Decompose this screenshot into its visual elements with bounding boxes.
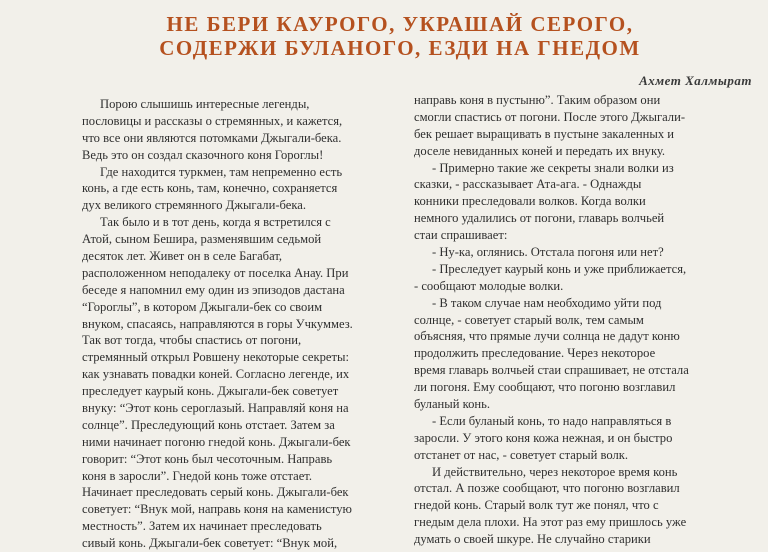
text-line: внуком, спасаясь, направляются в горы Учкуммез. [82,316,353,331]
text-line: буланый конь. [414,397,491,412]
text-line: отстанет от нас, - советует старый волк. [414,447,629,462]
text-line: коня в заросли”. Гнедой конь тоже отстает. [82,468,313,483]
text-line: гнедым дела плохи. На этот раз ему пришлось уже [414,515,687,530]
text-line: отстал. А позже сообщают, что погоню возглавил [414,481,680,496]
text-line: советует: “Внук мой, направь коня на каменистую [82,502,352,517]
text-line: внуку: “Этот конь сероглазый. Направляй коня на [82,401,349,416]
text-line: Где находится туркмен, там непременно есть [100,164,343,179]
author-name: Ахмет Халмырат [639,73,752,88]
text-line: дух великого стремянного Джыгали-бека. [82,198,307,213]
text-line: - Примерно такие же секреты знали волки из [432,160,674,175]
text-line: как узнавать повадки коней. Согласно легенде, их [82,367,350,382]
right-text-column [414,92,724,548]
text-line: пословицы и рассказы о стремянных, и кажется, [82,113,343,128]
text-line: - Если буланый конь, то надо направляться в [432,413,672,428]
text-line: смогли спастись от погони. После этого Джыгали- [414,109,686,124]
text-line: конь, а где есть конь, там, конечно, сохраняется [82,181,338,196]
text-line: солнце”. Преследующий конь отстает. Затем за [82,417,335,432]
text-line: - сообщают молодые волки. [414,278,564,293]
text-line: время главарь волчьей стаи спрашивает, не отстала [414,363,689,378]
article-title [120,12,680,60]
left-text-column [82,96,392,552]
text-line: сказки, - рассказывает Ата-ага. - Однажды [414,177,642,192]
text-line: - Преследует каурый конь и уже приближается, [432,261,687,276]
text-line: бек решает выращивать в пустыне закаленных и [414,126,675,141]
text-line: “Гороглы”, в котором Джыгали-бек со своим [82,299,323,314]
text-line: И действительно, через некоторое время конь [432,464,678,479]
text-line: десяток лет. Живет он в селе Багабат, [82,249,283,264]
text-line: доселе невиданных коней и передать их внуку. [414,143,666,158]
text-line: Порою слышишь интересные легенды, [100,97,310,111]
text-line: ними начинает погоню гнедой конь. Джыгали-бек [82,434,351,449]
text-line: местность”. Затем их начинает преследовать [82,519,322,534]
text-line: конники преследовали волков. Когда волки [414,194,646,209]
text-line: думать о своей шкуре. Не случайно старики [414,532,651,547]
text-line: объясняя, что прямые лучи солнца не дадут коню [414,329,680,344]
text-line: Атой, сыном Бешира, разменявшим седьмой [82,232,322,247]
text-line: стаи спрашивает: [414,228,508,243]
text-line: сивый конь. Джыгали-бек советует: “Внук мой, [82,536,338,551]
text-line: продолжить преследование. Через некоторое [414,346,656,361]
title-line-1: НЕ БЕРИ КАУРОГО, УКРАШАЙ СЕРОГО, [166,12,634,36]
text-line: гнедой конь. Старый волк тут же понял, что с [414,498,659,513]
text-line: направь коня в пустыню”. Таким образом они [414,93,661,107]
text-line: преследует каурый конь. Джыгали-бек советует [82,384,339,399]
text-line: заросли. У этого коня кожа нежная, и он быстро [414,430,673,445]
text-line: говорит: “Этот конь был чесоточным. Направь [82,451,333,466]
text-line: расположенном неподалеку от поселка Анау. При [82,265,349,280]
text-line: беседе я напомнил ему один из эпизодов дастана [82,282,345,297]
text-line: Так вот тогда, чтобы спастись от погони, [82,333,302,348]
text-line: Так было и в тот день, когда я встретился с [100,215,331,230]
text-line: - В таком случае нам необходимо уйти под [432,295,662,310]
text-line: стремянный открыл Ровшену некоторые секреты: [82,350,349,365]
text-line: ли погоня. Ему сообщают, что погоню возглавил [414,380,676,395]
text-line: немного удалились от погони, главарь волчьей [414,211,665,226]
text-line: - Ну-ка, оглянись. Отстала погоня или нет? [432,245,664,260]
text-line: солнце, - советует старый волк, тем самым [414,312,644,327]
title-line-2: СОДЕРЖИ БУЛАНОГО, ЕЗДИ НА ГНЕДОМ [159,36,641,60]
text-line: Ведь это он создал сказочного коня Гороглы! [82,147,324,162]
text-line: Начинает преследовать серый конь. Джыгали-бек [82,485,349,500]
text-line: что все они являются потомками Джыгали-бека. [82,130,342,145]
